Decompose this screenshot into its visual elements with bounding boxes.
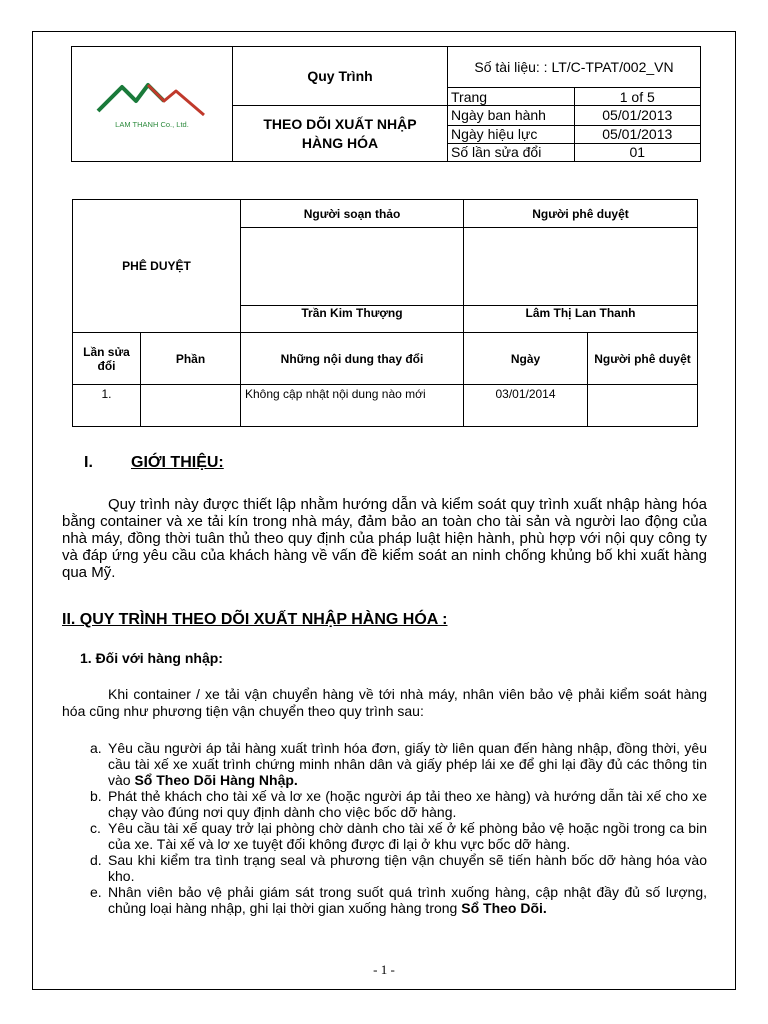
list-item bbox=[90, 788, 707, 820]
company-name-text: LAM THANH Co., Ltd. bbox=[115, 119, 189, 129]
section1-text: Quy trình này được thiết lập nhằm hướng dẫn và kiểm soát quy trình xuất nhập hàng hóa bằng container và xe tải kín trong nhà máy, đảm bảo an toàn cho tài sản và người lao động của nhà máy, đồng thời tuân thủ theo quy định của pháp luật hiện hành, phù hợp với nội quy công ty và đáp ứng yêu cầu của khách hàng về vấn đề kiểm soát an ninh chống khủng bố khi xuất hàng qua Mỹ. bbox=[62, 496, 707, 581]
section1-number: I. bbox=[84, 454, 93, 471]
col-approver: Người phê duyệt bbox=[588, 333, 698, 385]
list-item-text: Yêu cầu tài xế quay trở lại phòng chờ dành cho tài xế ở kế phòng bảo vệ hoặc ngồi trong ca bin của xe. Tài xế và lơ xe tuyệt đối không được đi lại ở khu vực bốc dỡ hàng. bbox=[108, 820, 707, 852]
list-marker: e. bbox=[90, 884, 102, 900]
approval-table bbox=[72, 199, 698, 427]
approver-name: Lâm Thị Lan Thanh bbox=[464, 306, 698, 333]
meta-label-effective-date: Ngày hiệu lực bbox=[448, 125, 575, 143]
col-revision: Lần sửa đổi bbox=[73, 333, 141, 385]
approval-label: PHÊ DUYỆT bbox=[73, 200, 241, 333]
doc-title-text: THEO DÕI XUẤT NHẬP HÀNG HÓA bbox=[263, 115, 417, 151]
meta-label-page: Trang bbox=[448, 88, 575, 106]
table-row bbox=[73, 385, 698, 427]
list-item bbox=[90, 852, 707, 884]
section2-title: II. QUY TRÌNH THEO DÕI XUẤT NHẬP HÀNG HÓA : bbox=[62, 611, 448, 628]
document-header-table bbox=[71, 46, 701, 162]
import-steps-list bbox=[90, 740, 707, 916]
list-item bbox=[90, 820, 707, 852]
list-marker: d. bbox=[90, 852, 102, 868]
col-part: Phần bbox=[141, 333, 241, 385]
page-number: - 1 - bbox=[373, 962, 395, 977]
row-change: Không cập nhật nội dung nào mới bbox=[241, 385, 464, 427]
list-marker: b. bbox=[90, 788, 102, 804]
row-part bbox=[141, 385, 241, 427]
approver-signature bbox=[464, 228, 698, 306]
doc-number: Số tài liệu: : LT/C-TPAT/002_VN bbox=[448, 47, 701, 88]
list-item bbox=[90, 884, 707, 916]
meta-label-revision: Số lần sửa đổi bbox=[448, 143, 575, 161]
drafter-name: Trần Kim Thượng bbox=[241, 306, 464, 333]
meta-value-issue-date: 05/01/2013 bbox=[574, 106, 701, 126]
meta-value-effective-date: 05/01/2013 bbox=[574, 125, 701, 143]
sub1-title: 1. Đối với hàng nhập: bbox=[80, 650, 223, 666]
row-date: 03/01/2014 bbox=[464, 385, 588, 427]
drafter-header: Người soạn thảo bbox=[241, 200, 464, 228]
section1-title: GIỚI THIỆU: bbox=[131, 454, 224, 471]
meta-value-page: 1 of 5 bbox=[574, 88, 701, 106]
list-marker: c. bbox=[90, 820, 101, 836]
list-item-text: Yêu cầu người áp tải hàng xuất trình hóa đơn, giấy tờ liên quan đến hàng nhập, đồng thời, yêu cầu tài xế xe xuất trình chứng minh nhân dân và giấy phép lái xe để ghi lại đầy đủ các thông tin vào bbox=[108, 740, 707, 788]
sub1-intro: Khi container / xe tải vận chuyển hàng về tới nhà máy, nhân viên bảo vệ phải kiểm soát hàng hóa cũng như phương tiện vận chuyển theo quy trình sau: bbox=[62, 686, 707, 719]
row-approver bbox=[588, 385, 698, 427]
company-logo-icon bbox=[92, 73, 212, 133]
list-item-text: Nhân viên bảo vệ phải giám sát trong suốt quá trình xuống hàng, cập nhật đầy đủ số lượng, chủng loại hàng nhập, ghi lại thời gian xuống hàng trong bbox=[108, 884, 707, 916]
col-changes: Những nội dung thay đổi bbox=[241, 333, 464, 385]
list-marker: a. bbox=[90, 740, 102, 756]
list-item-text: Phát thẻ khách cho tài xế và lơ xe (hoặc người áp tải theo xe hàng) và hướng dẫn tài xế cho xe chạy vào đúng nơi quy định dành cho việc bốc dỡ hàng. bbox=[108, 788, 707, 820]
list-item-bold: Sổ Theo Dõi Hàng Nhập. bbox=[134, 772, 298, 788]
list-item-bold: Sổ Theo Dõi. bbox=[461, 900, 547, 916]
doc-title bbox=[233, 106, 448, 162]
list-item-text: Sau khi kiểm tra tình trạng seal và phương tiện vận chuyển sẽ tiến hành bốc dỡ hàng hóa vào kho. bbox=[108, 852, 707, 884]
logo-cell bbox=[72, 47, 233, 162]
col-date: Ngày bbox=[464, 333, 588, 385]
approver-header: Người phê duyệt bbox=[464, 200, 698, 228]
meta-value-revision: 01 bbox=[574, 143, 701, 161]
drafter-signature bbox=[241, 228, 464, 306]
meta-label-issue-date: Ngày ban hành bbox=[448, 106, 575, 126]
doc-type: Quy Trình bbox=[233, 47, 448, 106]
list-item bbox=[90, 740, 707, 788]
row-revision: 1. bbox=[73, 385, 141, 427]
